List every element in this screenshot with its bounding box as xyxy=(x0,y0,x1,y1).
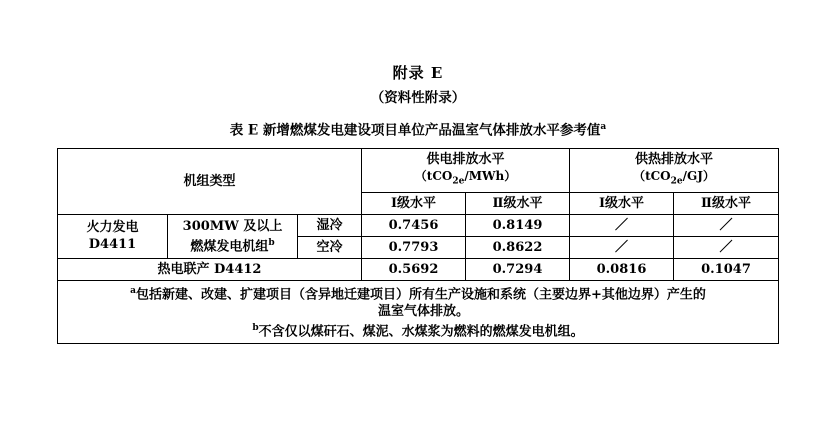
row-category-thermal-power xyxy=(58,214,168,258)
cell-heat-level2: ／ xyxy=(674,236,779,258)
heat-unit-suffix: /GJ） xyxy=(682,168,715,183)
row-description-300mw xyxy=(168,214,298,258)
cell-heat-level1: 0.0816 xyxy=(570,258,674,280)
footnote-b xyxy=(61,320,775,340)
footnote-b-marker: b xyxy=(252,323,259,334)
table-row xyxy=(58,214,779,236)
row-cooling-wet: 湿冷 xyxy=(298,214,362,236)
header-power-group-label: 供电排放水平 xyxy=(426,151,505,167)
footnote-a-marker: a xyxy=(130,285,136,296)
header-power-group xyxy=(362,148,570,192)
appendix-title: 附录 E xyxy=(392,64,444,82)
description-footnote-marker: b xyxy=(268,237,275,248)
table-caption-text: 表 E 新增燃煤发电建设项目单位产品温室气体排放水平参考值 xyxy=(229,122,601,139)
header-unit-type: 机组类型 xyxy=(58,148,362,214)
heat-unit-sub: 2e xyxy=(670,175,683,186)
header-power-level-2: Ⅱ级水平 xyxy=(466,192,570,214)
description-line-2-text: 燃煤发电机组 xyxy=(190,239,269,255)
table-row xyxy=(58,258,779,280)
cell-power-level1: 0.7793 xyxy=(362,236,466,258)
footnote-a xyxy=(61,283,775,303)
cell-heat-level2: ／ xyxy=(674,214,779,236)
power-unit-suffix: /MWh） xyxy=(464,168,517,183)
table-caption xyxy=(0,117,836,141)
header-heat-level-2: Ⅱ级水平 xyxy=(674,192,779,214)
header-heat-group-label: 供热排放水平 xyxy=(634,151,713,167)
cell-heat-level2: 0.1047 xyxy=(674,258,779,280)
description-line-2 xyxy=(171,235,294,255)
title-block xyxy=(0,62,836,141)
row-cooling-air: 空冷 xyxy=(298,236,362,258)
description-line-1: 300MW 及以上 xyxy=(182,218,283,234)
category-line-2: D4411 xyxy=(88,237,137,253)
category-line-1: 火力发电 xyxy=(86,220,139,236)
emission-reference-table xyxy=(57,148,779,344)
table-notes-row xyxy=(58,280,779,343)
cell-heat-level1: ／ xyxy=(570,214,674,236)
table-caption-footnote-marker: a xyxy=(600,122,607,132)
footnote-a-text-line1: 包括新建、改建、扩建项目（含异地迁建项目）所有生产设施和系统（主要边界+其他边界）产生的 xyxy=(135,287,706,303)
cell-power-level2: 0.7294 xyxy=(466,258,570,280)
footnote-a-text-line2: 温室气体排放。 xyxy=(377,304,469,320)
power-unit-sub: 2e xyxy=(452,175,465,186)
cell-power-level1: 0.5692 xyxy=(362,258,466,280)
header-heat-level-1: Ⅰ级水平 xyxy=(570,192,674,214)
footnote-b-text-line1: 不含仅以煤矸石、煤泥、水煤浆为燃料的燃煤发电机组。 xyxy=(258,324,584,340)
header-power-group-unit xyxy=(365,168,566,190)
table-header-row-1 xyxy=(58,148,779,192)
table-footnotes xyxy=(58,280,779,343)
cell-power-level2: 0.8149 xyxy=(466,214,570,236)
appendix-subtitle: （资料性附录） xyxy=(370,90,466,106)
header-heat-group xyxy=(570,148,779,192)
header-heat-group-unit xyxy=(573,168,775,190)
header-power-level-1: Ⅰ级水平 xyxy=(362,192,466,214)
power-unit-prefix: （tCO xyxy=(414,168,453,183)
cell-power-level1: 0.7456 xyxy=(362,214,466,236)
cell-heat-level1: ／ xyxy=(570,236,674,258)
cell-power-level2: 0.8622 xyxy=(466,236,570,258)
heat-unit-prefix: （tCO xyxy=(633,168,671,183)
row-label-cogeneration: 热电联产 D4412 xyxy=(58,258,362,280)
